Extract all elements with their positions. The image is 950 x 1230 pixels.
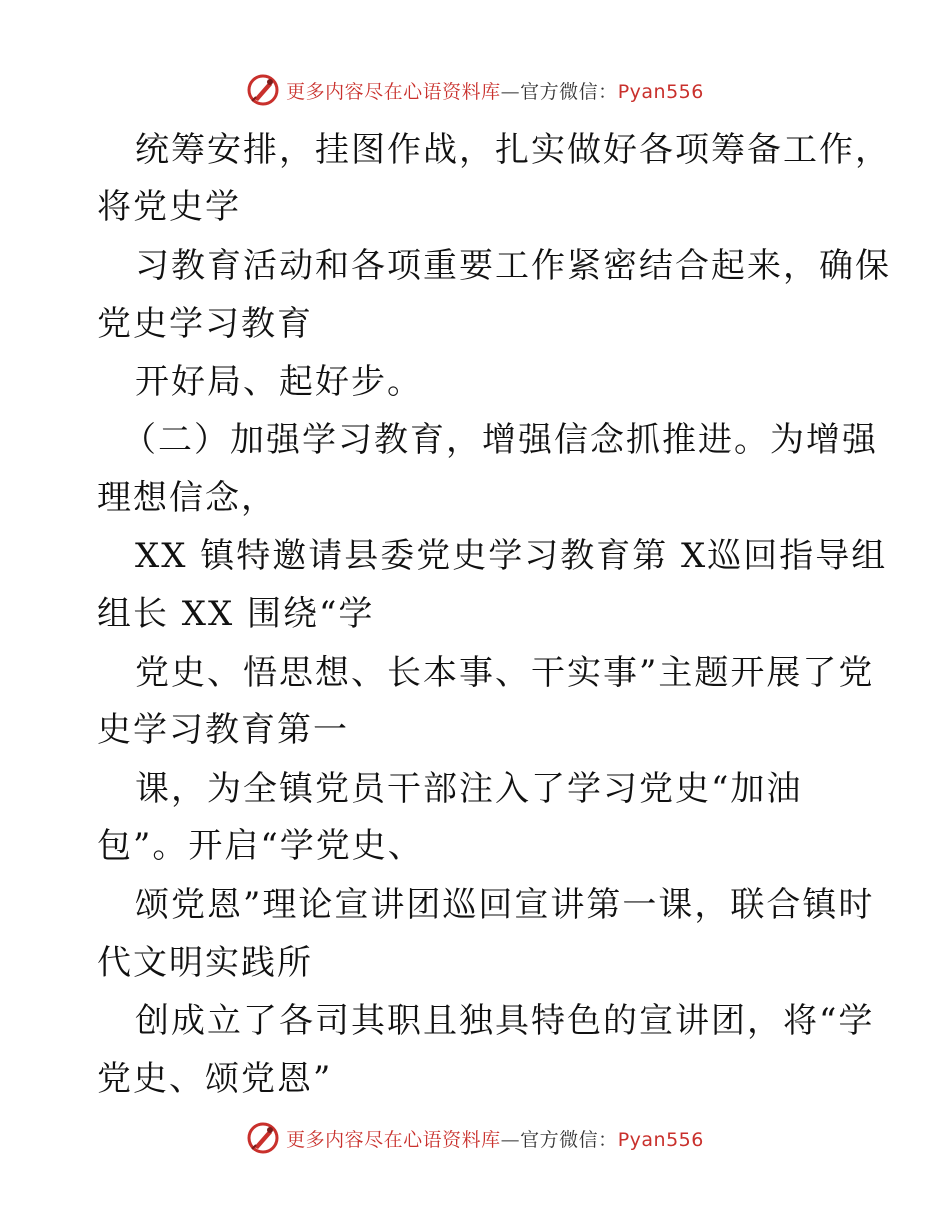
- text-line: 组长 XX 围绕“学: [97, 594, 375, 634]
- footer-dash: —: [500, 1128, 521, 1151]
- header-brand: 更多内容尽在心语资料库: [286, 80, 501, 103]
- header-banner: [0, 70, 950, 110]
- header-official-label: 官方微信：: [520, 80, 618, 103]
- text-line: 颂党恩”理论宣讲团巡回宣讲第一课，联合镇时: [135, 885, 875, 925]
- text-line: 开好局、起好步。: [135, 362, 423, 402]
- header-dash: —: [500, 80, 521, 103]
- text-line: 党史、悟思想、长本事、干实事”主题开展了党: [135, 653, 875, 693]
- footer-official-label: 官方微信：: [520, 1128, 618, 1151]
- quill-pen-logo-icon: [246, 1121, 280, 1155]
- header-text: [286, 77, 704, 104]
- text-line: 党史、颂党恩”: [97, 1059, 333, 1099]
- text-line: 课，为全镇党员干部注入了学习党史“加油: [135, 769, 803, 809]
- text-line: 统筹安排，挂图作战，扎实做好各项筹备工作，: [135, 130, 891, 170]
- text-line: （二）加强学习教育，增强信念抓推进。为增强: [122, 420, 878, 460]
- text-line: 代文明实践所: [97, 943, 313, 983]
- text-line: 理想信念，: [97, 478, 277, 518]
- footer-brand: 更多内容尽在心语资料库: [286, 1128, 501, 1151]
- text-line: XX 镇特邀请县委党史学习教育第 X巡回指导组: [135, 536, 888, 576]
- text-line: 将党史学: [97, 187, 241, 227]
- text-line: 党史学习教育: [97, 304, 313, 344]
- text-line: 包”。开启“学党史、: [97, 826, 424, 866]
- text-line: 创成立了各司其职且独具特色的宣讲团，将“学: [135, 1001, 875, 1041]
- text-line: 习教育活动和各项重要工作紧密结合起来，确保: [135, 246, 891, 286]
- text-line: 史学习教育第一: [97, 710, 349, 750]
- header-wechat-id: Pyan556: [617, 80, 704, 103]
- footer-text: [286, 1125, 704, 1152]
- footer-banner: [0, 1118, 950, 1158]
- quill-pen-logo-icon: [246, 73, 280, 107]
- footer-wechat-id: Pyan556: [617, 1128, 704, 1151]
